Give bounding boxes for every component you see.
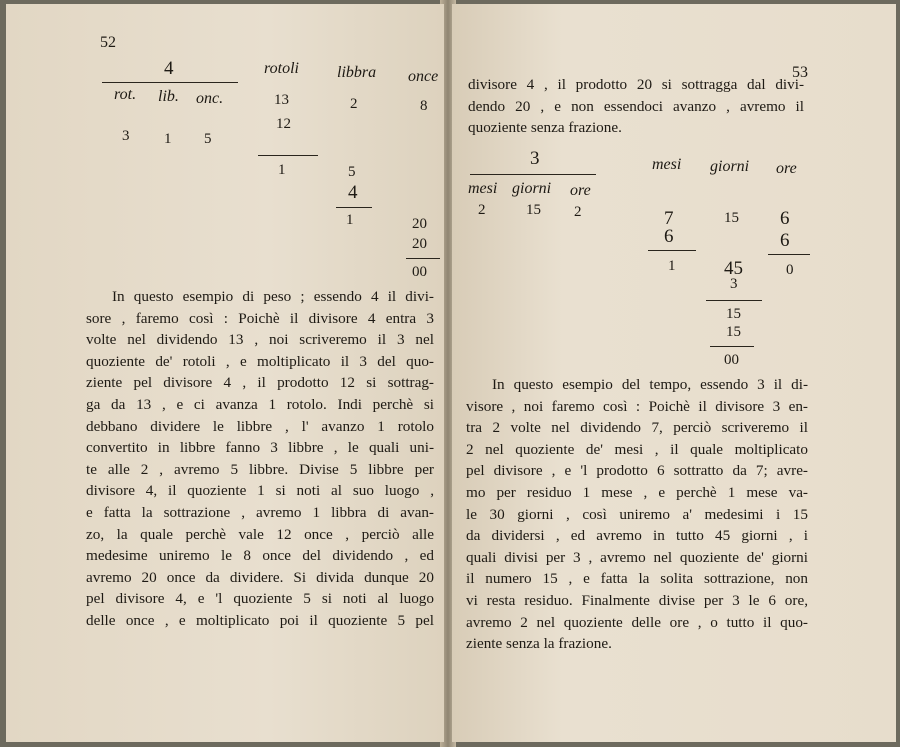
divisor-header: ore [570,182,591,199]
divisor-header: lib. [158,88,179,105]
text-line: In questo esempio di peso ; essendo 4 il divi- [112,288,434,305]
step-value: 1 [278,162,286,178]
text-line: zo, la quale perchè vale 12 once , perciò alle [86,525,434,543]
text-line: medesime uniremo le 8 once del dividendo , ed [86,547,434,565]
step-value: 1 [346,212,354,228]
step-value: 45 [724,258,743,279]
step-value: 12 [276,116,291,132]
dividend-value: 6 [780,208,790,229]
text-line: tra 2 volte nel dividendo 7, perciò scriveremo il [466,419,808,437]
text-line: pel divisore , e 'l prodotto 6 sottratto da 7; avre- [466,462,808,480]
text-line: debbano dividere le libbre , l' avanzo 1 rotolo [86,417,434,435]
text-line: ga da 13 , e ci avanza 1 rotolo. Indi perchè si [86,395,434,413]
divisor-header: mesi [468,180,498,197]
step-value: 5 [348,164,356,180]
text-line: te alle 2 , avremo 5 libbre. Divise 5 libbre per [86,460,434,478]
text-line: e fatta la sottrazione , avremo 1 libbra di avan- [86,503,434,521]
quotient-value: 5 [204,131,212,147]
divisor: 4 [164,58,174,79]
right-page [452,4,896,742]
text-line: vi resta residuo. Finalmente divise per 3 le 6 ore, [466,591,808,609]
divisor-header: rot. [114,86,137,103]
dividend-value: 13 [274,92,289,108]
quotient-value: 2 [478,202,486,218]
dividend-value: 8 [420,98,428,114]
text-line: ziente senza la frazione. [466,635,612,653]
intro-paragraph [468,74,804,139]
text-line: ziente pel divisore 4 , il prodotto 12 si sottrag- [86,374,434,392]
text-line: divisore 4, il quoziente 1 si noti al suo luogo , [86,482,434,500]
text-line: pel divisore 4, e 'l quoziente 5 si noti al luogo [86,590,434,608]
dividend-header: giorni [710,158,750,175]
divisor-header: giorni [512,180,552,197]
dividend-header: rotoli [264,60,299,77]
text-line: mo per residuo 1 mese , e perchè 1 mese va- [466,483,808,501]
step-rule [706,300,762,301]
step-value: 00 [412,264,427,280]
left-page [6,4,444,742]
divisor-header: onc. [196,90,224,107]
dividend-value: 2 [350,96,358,112]
step-value: 3 [730,276,738,292]
step-value: 0 [786,262,794,278]
text-line: quoziente senza frazione. [468,119,622,137]
step-rule [648,250,696,251]
step-rule [710,346,754,347]
text-line: In questo esempio del tempo, essendo 3 il di- [492,376,808,393]
step-value: 00 [724,352,739,368]
quotient-value: 1 [164,131,172,147]
text-line: sore , faremo così : Poichè il divisore 4 entra 3 [86,309,434,327]
text-line: il numero 15 , e fatta la solita sottrazione, non [466,570,808,588]
dividend-header: ore [776,160,797,177]
text-line: quali divisi per 3 , avremo nel quoziente de' giorni [466,548,808,566]
dividend-header: libbra [337,64,377,81]
dividend-value: 15 [724,210,739,226]
body-paragraph [86,286,434,632]
text-line: dendo 20 , e non essendoci avanzo , avremo il [468,97,804,115]
step-value: 15 [726,324,741,340]
step-rule [406,258,440,259]
text-line: da dividersi , ed avremo in tutto 45 giorni , i [466,527,808,545]
step-value: 15 [726,306,741,322]
body-paragraph [466,374,808,655]
step-rule [336,207,372,208]
text-line: 2 nel quoziente de' mesi , il quale moltiplicato [466,440,808,458]
divisor-rule [470,174,596,175]
text-line: divisore 4 , il prodotto 20 si sottragga dal divi- [468,76,804,93]
step-rule [768,254,810,255]
step-value: 20 [412,216,427,232]
step-value: 6 [664,226,674,247]
page-number: 52 [100,34,116,51]
dividend-header: once [408,68,439,85]
text-line: avremo 20 once da dividere. Si divida dunque 20 [86,568,434,586]
quotient-value: 15 [526,202,541,218]
text-line: visore , noi faremo così : Poichè il divisore 3 en- [466,397,808,415]
text-line: convertito in libbre fanno 3 libbre , le quali uni- [86,439,434,457]
step-value: 20 [412,236,427,252]
quotient-value: 2 [574,204,582,220]
text-line: quoziente de' rotoli , e moltiplicato il 3 del quo- [86,352,434,370]
text-line: avremo 2 nel quoziente delle ore , o tutto il quo- [466,613,808,631]
text-line: volte nel dividendo 13 , noi scriveremo il 3 nel [86,331,434,349]
step-value: 6 [780,230,790,251]
divisor: 3 [530,148,540,169]
page-number: 53 [792,64,808,81]
text-line: le 30 giorni , così uniremo a' medesimi i 15 [466,505,808,523]
step-value: 4 [348,182,358,203]
divisor-rule [102,82,238,83]
step-value: 1 [668,258,676,274]
text-line: delle once , e moltiplicato poi il quoziente 5 pel [86,611,434,629]
dividend-value: 7 [664,208,674,229]
quotient-value: 3 [122,128,130,144]
step-rule [258,155,318,156]
dividend-header: mesi [652,156,682,173]
